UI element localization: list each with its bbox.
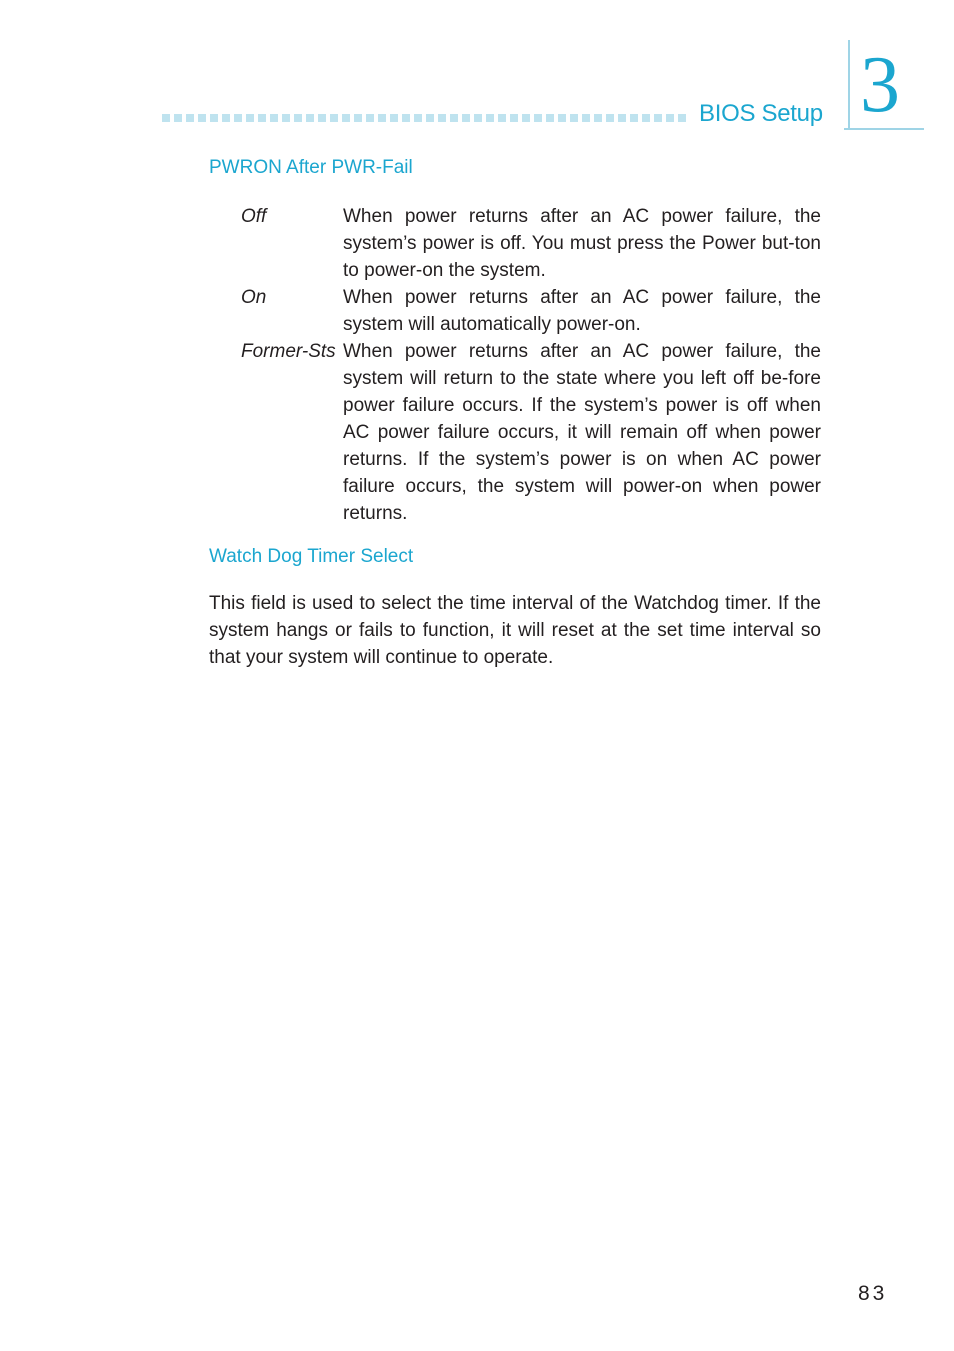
header-dot (450, 114, 458, 122)
header-dot (630, 114, 638, 122)
header-dot (642, 114, 650, 122)
header-dot (474, 114, 482, 122)
option-description: When power returns after an AC power failure, the system’s power is off. You must press the Power but-ton to power-on the system. (343, 206, 821, 281)
option-on (241, 284, 821, 338)
header-dot (462, 114, 470, 122)
option-name: Former-Sts (241, 341, 336, 362)
header-dot (318, 114, 326, 122)
header-dot (546, 114, 554, 122)
chapter-number: 3 (860, 41, 900, 129)
header-dot (294, 114, 302, 122)
header-dot (606, 114, 614, 122)
header-dot (498, 114, 506, 122)
header-dot (366, 114, 374, 122)
header-dot (198, 114, 206, 122)
header-dot (342, 114, 350, 122)
option-name: Off (241, 206, 267, 227)
header-dot (270, 114, 278, 122)
header-dot (510, 114, 518, 122)
watchdog-description: This field is used to select the time interval of the Watchdog timer. If the system hangs or fails to function, it will reset at the set time interval so that your system will continue to operate. (209, 593, 821, 668)
header-dot (414, 114, 422, 122)
header-dot (618, 114, 626, 122)
option-description: When power returns after an AC power failure, the system will automatically power-on. (343, 287, 821, 335)
header-dot (438, 114, 446, 122)
header-dot (330, 114, 338, 122)
header-dotted-rule (162, 114, 692, 122)
header-dot (258, 114, 266, 122)
header-dot (678, 114, 686, 122)
header-dot (594, 114, 602, 122)
header-dot (162, 114, 170, 122)
header-dot (570, 114, 578, 122)
header-title: BIOS Setup (699, 100, 823, 127)
header-dot (282, 114, 290, 122)
chapter-tab-vertical-rule (848, 40, 850, 130)
section-heading-watchdog: Watch Dog Timer Select (209, 546, 414, 567)
header-dot (234, 114, 242, 122)
header-dot (666, 114, 674, 122)
section-heading-pwron: PWRON After PWR-Fail (209, 157, 413, 178)
option-former-sts (241, 338, 821, 527)
option-name: On (241, 287, 267, 308)
header-dot (186, 114, 194, 122)
header-dot (402, 114, 410, 122)
header-dot (210, 114, 218, 122)
header-dot (222, 114, 230, 122)
header-dot (558, 114, 566, 122)
option-description: When power returns after an AC power failure, the system will return to the state where you left off be-fore power failure occurs. If the system’s power is off when AC power failure occurs, it will remain off when power returns. If the system’s power is on when AC power failure occurs, the system will power-on when power returns. (343, 341, 821, 524)
option-off (241, 203, 821, 284)
header-dot (426, 114, 434, 122)
header-dot (354, 114, 362, 122)
header-dot (306, 114, 314, 122)
header-dot (390, 114, 398, 122)
header-dot (378, 114, 386, 122)
header-dot (486, 114, 494, 122)
header-dot (534, 114, 542, 122)
page-number: 83 (858, 1282, 888, 1305)
header-dot (654, 114, 662, 122)
header-dot (246, 114, 254, 122)
header-dot (174, 114, 182, 122)
header-dot (582, 114, 590, 122)
header-dot (522, 114, 530, 122)
